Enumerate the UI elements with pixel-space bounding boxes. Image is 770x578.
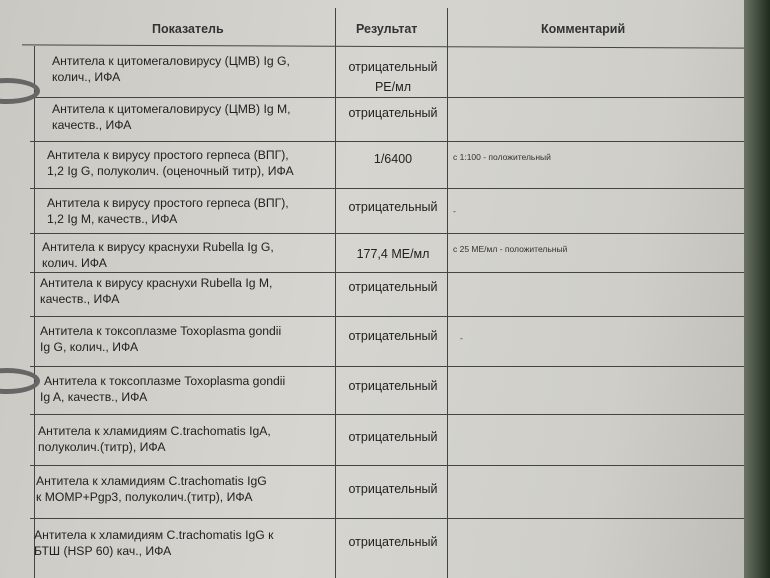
row-6-result: отрицательный	[348, 280, 438, 294]
row-6-name-line2: качеств., ИФА	[40, 292, 120, 306]
row-3-name-line1: Антитела к вирусу простого герпеса (ВПГ),	[47, 148, 289, 162]
row-1-result-unit: РЕ/мл	[374, 80, 412, 94]
row-divider	[28, 97, 752, 98]
row-10-result: отрицательный	[348, 482, 438, 496]
row-divider	[30, 233, 752, 234]
row-5-name-line1: Антитела к вирусу краснухи Rubella Ig G,	[42, 240, 274, 254]
row-7-result: отрицательный	[348, 329, 438, 343]
row-10-name-line1: Антитела к хламидиям C.trachomatis IgG	[36, 474, 267, 488]
row-3-comment: с 1:100 - положительный	[453, 152, 551, 162]
row-5-name-line2: колич. ИФА	[42, 256, 107, 270]
header-result: Результат	[356, 22, 418, 36]
row-1-name-line2: колич., ИФА	[52, 70, 121, 84]
header-comment: Комментарий	[541, 22, 626, 36]
row-1-name-line1: Антитела к цитомегаловирусу (ЦМВ) Ig G,	[52, 54, 290, 68]
row-divider	[30, 141, 752, 142]
row-divider	[30, 414, 752, 415]
row-divider	[30, 366, 752, 367]
row-8-result: отрицательный	[348, 379, 438, 393]
row-3-name-line2: 1,2 Ig G, полуколич. (оценочный титр), ИФА	[47, 164, 294, 178]
background-edge	[744, 0, 770, 578]
row-11-name-line2: БТШ (HSP 60) кач., ИФА	[34, 544, 172, 558]
row-5-result: 177,4 МЕ/мл	[356, 247, 430, 261]
row-divider	[30, 518, 752, 519]
row-6-name-line1: Антитела к вирусу краснухи Rubella Ig M,	[40, 276, 273, 290]
comment-dash-mark: -	[460, 333, 463, 343]
row-2-name-line2: качеств., ИФА	[52, 118, 132, 132]
row-7-name-line1: Антитела к токсоплазме Toxoplasma gondii	[40, 324, 282, 338]
row-9-result: отрицательный	[348, 430, 438, 444]
row-2-result: отрицательный	[348, 106, 438, 120]
row-11-result: отрицательный	[348, 535, 438, 549]
row-7-name-line2: Ig G, колич., ИФА	[40, 340, 139, 354]
comment-dash-mark: -	[453, 206, 456, 216]
row-2-name-line1: Антитела к цитомегаловирусу (ЦМВ) Ig M,	[52, 102, 291, 116]
row-divider	[22, 44, 752, 48]
row-1-result: отрицательный	[348, 60, 438, 74]
row-9-name-line2: полуколич.(титр), ИФА	[38, 440, 166, 454]
row-4-name-line1: Антитела к вирусу простого герпеса (ВПГ),	[47, 196, 289, 210]
row-divider	[30, 316, 752, 317]
column-divider	[447, 8, 448, 578]
column-divider	[34, 46, 35, 578]
row-9-name-line1: Антитела к хламидиям C.trachomatis IgA,	[38, 424, 271, 438]
row-8-name-line1: Антитела к токсоплазме Toxoplasma gondii	[44, 374, 286, 388]
row-divider	[30, 188, 752, 189]
row-divider	[30, 272, 752, 273]
row-divider	[30, 465, 752, 466]
row-10-name-line2: к MOMP+Pgp3, полуколич.(титр), ИФА	[36, 490, 253, 504]
row-11-name-line1: Антитела к хламидиям C.trachomatis IgG к	[34, 528, 274, 542]
row-4-result: отрицательный	[348, 200, 438, 214]
row-3-result: 1/6400	[373, 152, 413, 166]
row-8-name-line2: Ig A, качеств., ИФА	[40, 390, 148, 404]
row-5-comment: с 25 МЕ/мл - положительный	[453, 244, 568, 254]
header-indicator: Показатель	[152, 22, 224, 36]
row-4-name-line2: 1,2 Ig M, качеств., ИФА	[47, 212, 178, 226]
column-divider	[335, 8, 336, 578]
